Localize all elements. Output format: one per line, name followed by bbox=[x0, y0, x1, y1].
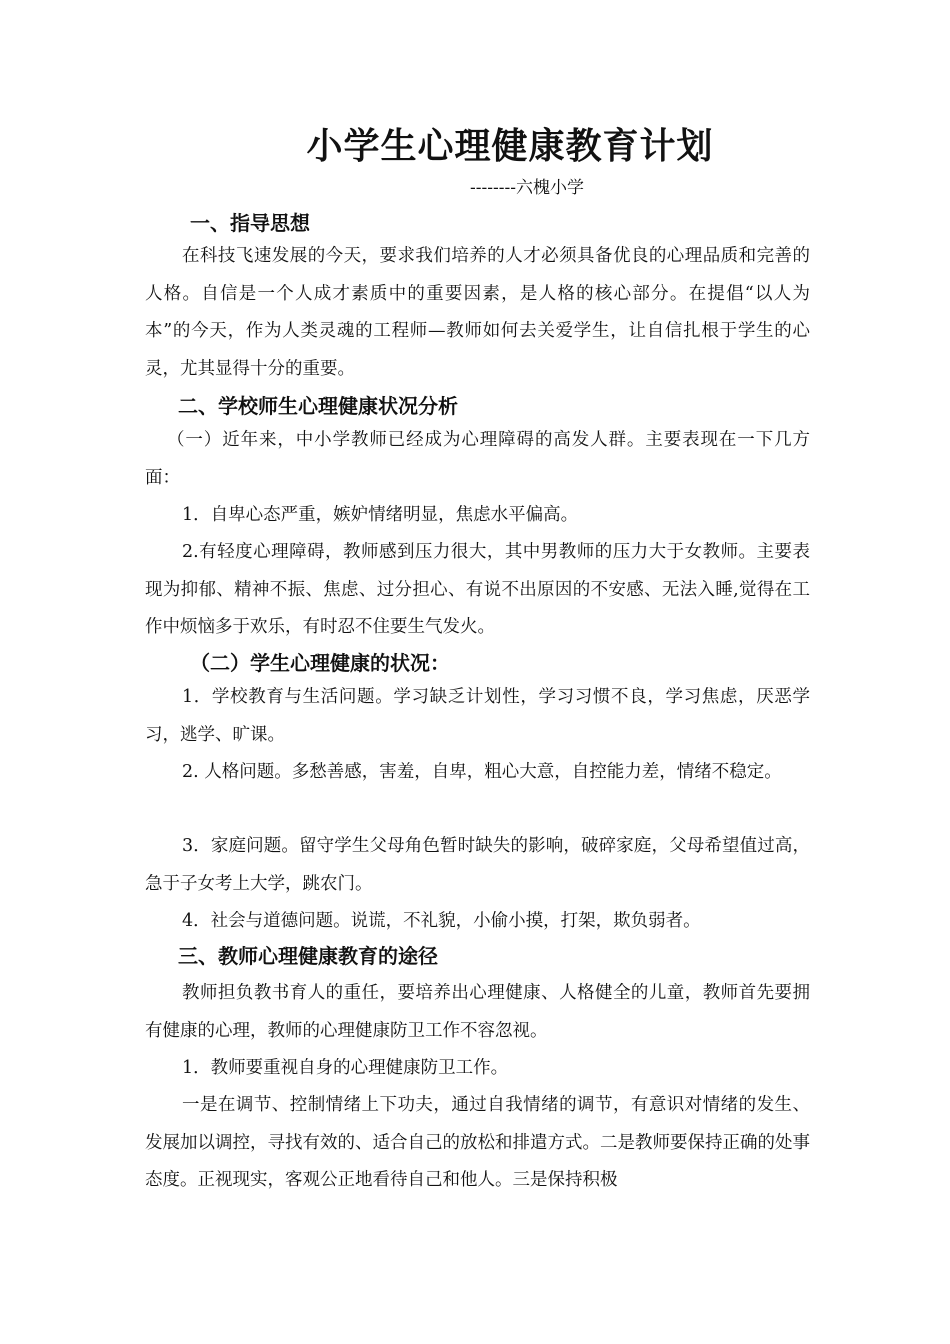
section-heading-2: 二、学校师生心理健康状况分析 bbox=[178, 394, 458, 418]
paragraph: 教师担负教书育人的重任，要培养出心理健康、人格健全的儿童，教师首先要拥有健康的心理，教师的心理健康防卫工作不容忽视。 bbox=[145, 983, 810, 1041]
section-heading-3: 三、教师心理健康教育的途径 bbox=[178, 944, 438, 968]
subsection-heading: （二）学生心理健康的状况： bbox=[190, 651, 450, 675]
list-item: 1．教师要重视自身的心理健康防卫工作。 bbox=[182, 1058, 509, 1078]
list-item: 1．学校教育与生活问题。学习缺乏计划性，学习习惯不良，学习焦虑，厌恶学习，逃学、旷课。 bbox=[145, 687, 810, 745]
document-title: 小学生心理健康教育计划 bbox=[306, 126, 714, 167]
list-item: 4．社会与道德问题。说谎，不礼貌，小偷小摸，打架，欺负弱者。 bbox=[182, 911, 701, 931]
paragraph: 一是在调节、控制情绪上下功夫，通过自我情绪的调节，有意识对情绪的发生、发展加以调控，寻找有效的、适合自己的放松和排遣方式。二是教师要保持正确的处事态度。正视现实，客观公正地看待自己和他人。三是保持积极 bbox=[145, 1095, 810, 1190]
paragraph: 在科技飞速发展的今天，要求我们培养的人才必须具备优良的心理品质和完善的人格。自信是一个人成才素质中的重要因素，是人格的核心部分。在提倡“以人为本”的今天，作为人类灵魂的工程师—教师如何去关爱学生，让自信扎根于学生的心灵，尤其显得十分的重要。 bbox=[145, 246, 810, 379]
document-subtitle: --------六槐小学 bbox=[470, 178, 584, 198]
list-item: 1．自卑心态严重，嫉妒情绪明显，焦虑水平偏高。 bbox=[182, 505, 579, 525]
list-item: 3．家庭问题。留守学生父母角色暂时缺失的影响，破碎家庭，父母希望值过高，急于子女考上大学，跳农门。 bbox=[145, 836, 810, 894]
list-item: 2.有轻度心理障碍，教师感到压力很大，其中男教师的压力大于女教师。主要表现为抑郁、精神不振、焦虑、过分担心、有说不出原因的不安感、无法入睡,觉得在工作中烦恼多于欢乐，有时忍不住要生气发火。 bbox=[145, 542, 810, 637]
paragraph: （一）近年来，中小学教师已经成为心理障碍的高发人群。主要表现在一下几方面： bbox=[145, 430, 810, 488]
list-item: 2. 人格问题。多愁善感，害羞，自卑，粗心大意，自控能力差，情绪不稳定。 bbox=[182, 762, 782, 782]
section-heading-1: 一、指导思想 bbox=[190, 211, 310, 235]
